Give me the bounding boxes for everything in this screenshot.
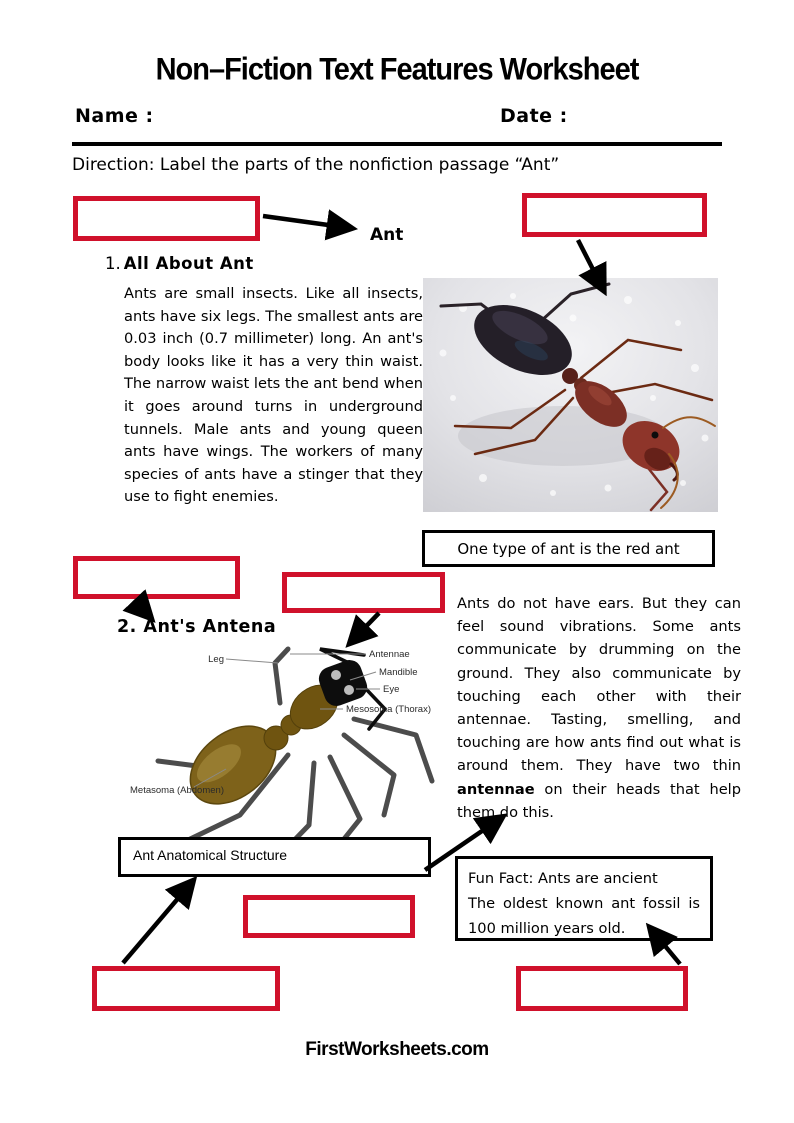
arrow-to-diagram	[351, 613, 379, 642]
fun-fact-line2: The oldest known ant fossil is	[468, 895, 700, 912]
section1-paragraph: Ants are small insects. Like all insects, ants have six legs. The smallest ants are 0.03 inch (0.7 millimeter) long. An ant's body looks like it has a very thin waist. The narrow waist lets the ant bend when it goes around turns in underground tunnels. Male ants and young queen ants have wings. The workers of many species of ants have a stinger that they use to fight enemies.	[124, 285, 423, 506]
name-label: Name :	[75, 105, 154, 127]
arrow-to-diagram-caption	[123, 882, 192, 963]
header-divider	[72, 142, 722, 146]
page-title: Non–Fiction Text Features Worksheet	[155, 52, 639, 88]
passage-title: Ant	[370, 225, 404, 245]
answer-box-bottom-left[interactable]	[92, 966, 280, 1011]
diagram-caption-text: Ant Anatomical Structure	[133, 847, 288, 863]
diagram-label-metasoma: Metasoma (Abdomen)	[130, 785, 224, 796]
diagram-ant-eye-left	[331, 670, 341, 680]
answer-box-heading[interactable]	[73, 556, 240, 599]
answer-box-photo[interactable]	[522, 193, 707, 237]
direction-text: Direction: Label the parts of the nonfiction passage “Ant”	[72, 155, 560, 175]
section1-number: 1.	[105, 254, 121, 273]
answer-box-bottom-right[interactable]	[516, 966, 688, 1011]
ant-photo	[423, 278, 718, 512]
section2-bold-antennae: antennae	[457, 780, 535, 798]
arrow-to-title	[263, 216, 350, 228]
diagram-label-mesosoma: Mesosoma (Thorax)	[346, 704, 431, 715]
photo-caption-text: One type of ant is the red ant	[457, 539, 680, 558]
diagram-label-antennae: Antennae	[369, 649, 410, 660]
footer-site: FirstWorksheets.com	[305, 1039, 489, 1060]
photo-background	[423, 278, 718, 512]
diagram-label-eye: Eye	[383, 684, 400, 695]
fun-fact-line3: 100 million years old.	[468, 920, 626, 937]
arrow-to-heading	[134, 600, 150, 617]
answer-box-title[interactable]	[73, 196, 260, 241]
diagram-caption-box	[118, 837, 431, 877]
ant-eye	[652, 432, 659, 439]
diagram-ant-eye-right	[344, 685, 354, 695]
diagram-label-leg: Leg	[208, 654, 224, 665]
section2-heading: 2. Ant's Antena	[117, 617, 277, 637]
answer-box-diagram[interactable]	[282, 572, 445, 613]
diagram-label-mandible: Mandible	[379, 667, 418, 678]
date-label: Date :	[500, 105, 568, 127]
ant-diagram	[128, 643, 450, 839]
fun-fact-line1: Fun Fact: Ants are ancient	[468, 870, 658, 887]
section1-heading	[105, 254, 254, 273]
section1-title: All About Ant	[123, 254, 254, 273]
section2-text-after: on their heads that help them do this.	[457, 780, 741, 821]
section2-paragraph	[457, 592, 741, 824]
fun-fact-box	[455, 856, 713, 941]
photo-caption-box	[422, 530, 715, 567]
section2-text-before: Ants do not have ears. But they can feel sound vibrations. Some ants communicate by drumming on the ground. They also communicate by touching each other with their antennae. Tasting, smelling, and touching are how ants find out what is around them. They have two thin	[457, 595, 741, 775]
answer-box-middle[interactable]	[243, 895, 415, 938]
